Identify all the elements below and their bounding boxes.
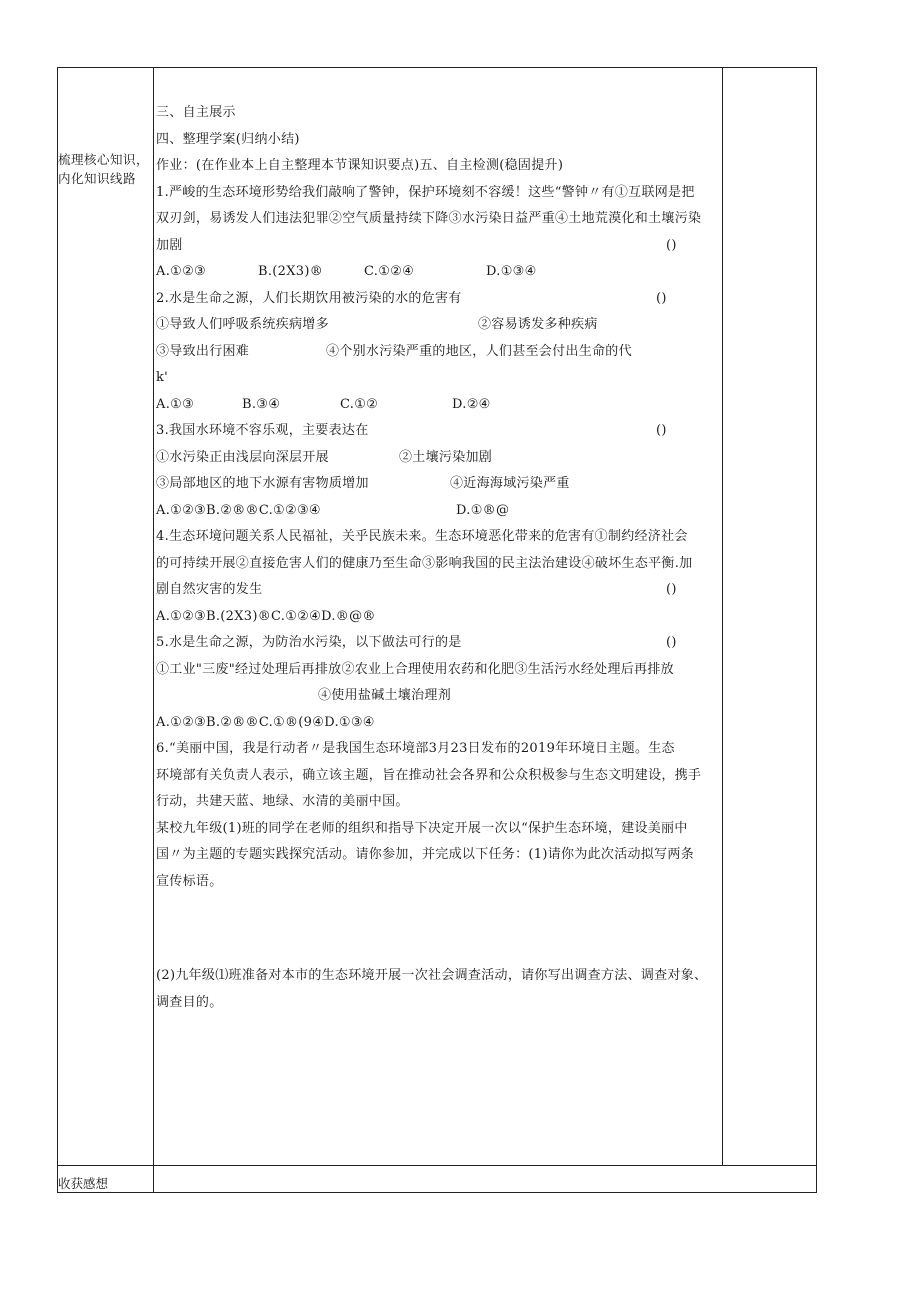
column-divider-right bbox=[722, 67, 723, 1165]
q2-item-1: ①导致人们呼吸系统疾病增多 bbox=[156, 317, 329, 332]
q4-stem-line1: 4.生态环境问题关系人民福祉，关乎民族未来。生态环境恶化带来的危害有①制约经济社会 bbox=[156, 529, 688, 544]
q3-options bbox=[156, 498, 722, 525]
answer-space-1 bbox=[156, 895, 722, 955]
q5-items-123: ①工业"三废"经过处理后再排放②农业上合理使用农药和化肥③生活污水经处理后再排放 bbox=[156, 661, 674, 677]
q2-item-4-continued: k' bbox=[156, 370, 169, 385]
q4-stem-line2: 的可持续开展②直接危害人们的健康乃至生命③影响我国的民主法治建设④破坏生态平衡.加 bbox=[156, 555, 693, 571]
answer-space-1b bbox=[156, 955, 722, 963]
q2-items-row2 bbox=[156, 339, 722, 366]
q6-para2-line3: 宣传标语。 bbox=[156, 873, 223, 889]
q3-item-1: ①水污染正由浅层向深层开展 bbox=[156, 449, 329, 465]
q5-options: A.①②③B.②®®C.①®(9④D.①③④ bbox=[156, 714, 375, 730]
footer-label: 收获感想 bbox=[58, 1176, 109, 1191]
q2-answer-paren: () bbox=[656, 290, 667, 306]
q3-option-d: D.①®@ bbox=[456, 502, 510, 518]
q3-item-4: ④近海海域污染严重 bbox=[450, 476, 570, 491]
row-divider-footer bbox=[57, 1165, 817, 1166]
q4-stem-line3 bbox=[156, 577, 722, 604]
q6-para2-line2: 国〃为主题的专题实践探究活动。请你参加，并完成以下任务：(1)请你为此次活动拟写两条 bbox=[156, 847, 695, 862]
q3-item-3: ③局部地区的地下水源有害物质增加 bbox=[156, 476, 369, 491]
q4-stem-text: 剧自然灾害的发生 bbox=[156, 582, 263, 597]
q1-option-c: C.①②④ bbox=[364, 264, 415, 279]
q5-stem: 5.水是生命之源，为防治水污染，以下做法可行的是 bbox=[156, 635, 462, 650]
q5-items-row2 bbox=[156, 683, 722, 710]
q1-stem-line1: 1.严峻的生态环境形势给我们敲响了警钟，保护环境刻不容缓！这些“警钟〃有①互联网是把 bbox=[156, 184, 695, 200]
q6-para2-line1: 某校九年级(1)班的同学在老师的组织和指导下决定开展一次以“保护生态环境，建设美丽中 bbox=[156, 820, 688, 836]
q1-answer-paren: () bbox=[666, 237, 677, 253]
q2-item-2: ②容易诱发多种疾病 bbox=[478, 317, 598, 332]
q2-options bbox=[156, 392, 722, 419]
q1-stem-line2: 双刃剑，易诱发人们违法犯罪②空气质量持续下降③水污染日益严重④土地荒漠化和土壤污染 bbox=[156, 211, 702, 226]
q6-para3-line2: 调查目的。 bbox=[156, 994, 223, 1010]
q5-item-4: ④使用盐碱土壤治理剂 bbox=[318, 688, 452, 703]
q2-option-d: D.②④ bbox=[452, 396, 491, 412]
q5-stem-line bbox=[156, 630, 722, 657]
q6-para1-line3: 行动，共建天蓝、地绿、水清的美丽中国。 bbox=[156, 794, 409, 809]
q2-stem-line bbox=[156, 286, 722, 313]
q1-stem-line3 bbox=[156, 233, 722, 260]
q3-item-2: ②土壤污染加剧 bbox=[399, 449, 493, 465]
q4-answer-paren: () bbox=[666, 582, 677, 597]
q3-stem: 3.我国水环境不容乐观，主要表达在 bbox=[156, 423, 369, 438]
worksheet-content bbox=[156, 100, 722, 1016]
q2-item-4: ④个别水污染严重的地区，人们甚至会付出生命的代 bbox=[326, 343, 632, 359]
q5-answer-paren: () bbox=[666, 635, 677, 650]
q2-option-b: B.③④ bbox=[242, 396, 281, 412]
q4-options: A.①②③B.(2X3)®C.①②④D.®@® bbox=[156, 608, 376, 624]
q6-para1-line1: 6.“美丽中国，我是行动者〃是我国生态环境部3月23日发布的2019年环境日主题。生态 bbox=[156, 741, 675, 756]
q6-para1-line2: 环境部有关负责人表示，确立该主题，旨在推动社会各界和公众积极参与生态文明建设，携手 bbox=[156, 767, 702, 783]
q3-answer-paren: () bbox=[656, 423, 667, 438]
q2-items-row1 bbox=[156, 312, 722, 339]
q2-option-a: A.①③ bbox=[156, 396, 195, 412]
q1-option-b: B.(2X3)® bbox=[258, 264, 324, 279]
q2-stem: 2.水是生命之源，人们长期饮用被污染的水的危害有 bbox=[156, 290, 462, 306]
q2-item-3: ③导致出行困难 bbox=[156, 343, 250, 359]
q1-options bbox=[156, 259, 722, 286]
q1-option-d: D.①③④ bbox=[486, 264, 537, 279]
q2-option-c: C.①② bbox=[340, 396, 379, 412]
q3-items-row2 bbox=[156, 471, 722, 498]
section-label: 梳理核心知识，内化知识线路 bbox=[58, 152, 150, 186]
q3-stem-line bbox=[156, 418, 722, 445]
q3-option-abc: A.①②③B.②®®C.①②③④ bbox=[156, 502, 321, 518]
heading-summary: 四、整理学案(归纳小结) bbox=[156, 131, 300, 147]
q1-option-a: A.①②③ bbox=[156, 264, 206, 279]
column-divider-left bbox=[153, 67, 154, 1193]
q3-items-row1 bbox=[156, 445, 722, 472]
homework-instruction: 作业：(在作业本上自主整理本节课知识要点)五、自主检测(稳固提升) bbox=[156, 158, 564, 173]
heading-self-show: 三、自主展示 bbox=[156, 105, 236, 120]
q6-para3-line1: (2)九年级⑴班准备对本市的生态环境开展一次社会调查活动，请你写出调查方法、调查对象、 bbox=[156, 968, 708, 983]
q1-stem-text: 加剧 bbox=[156, 237, 183, 253]
